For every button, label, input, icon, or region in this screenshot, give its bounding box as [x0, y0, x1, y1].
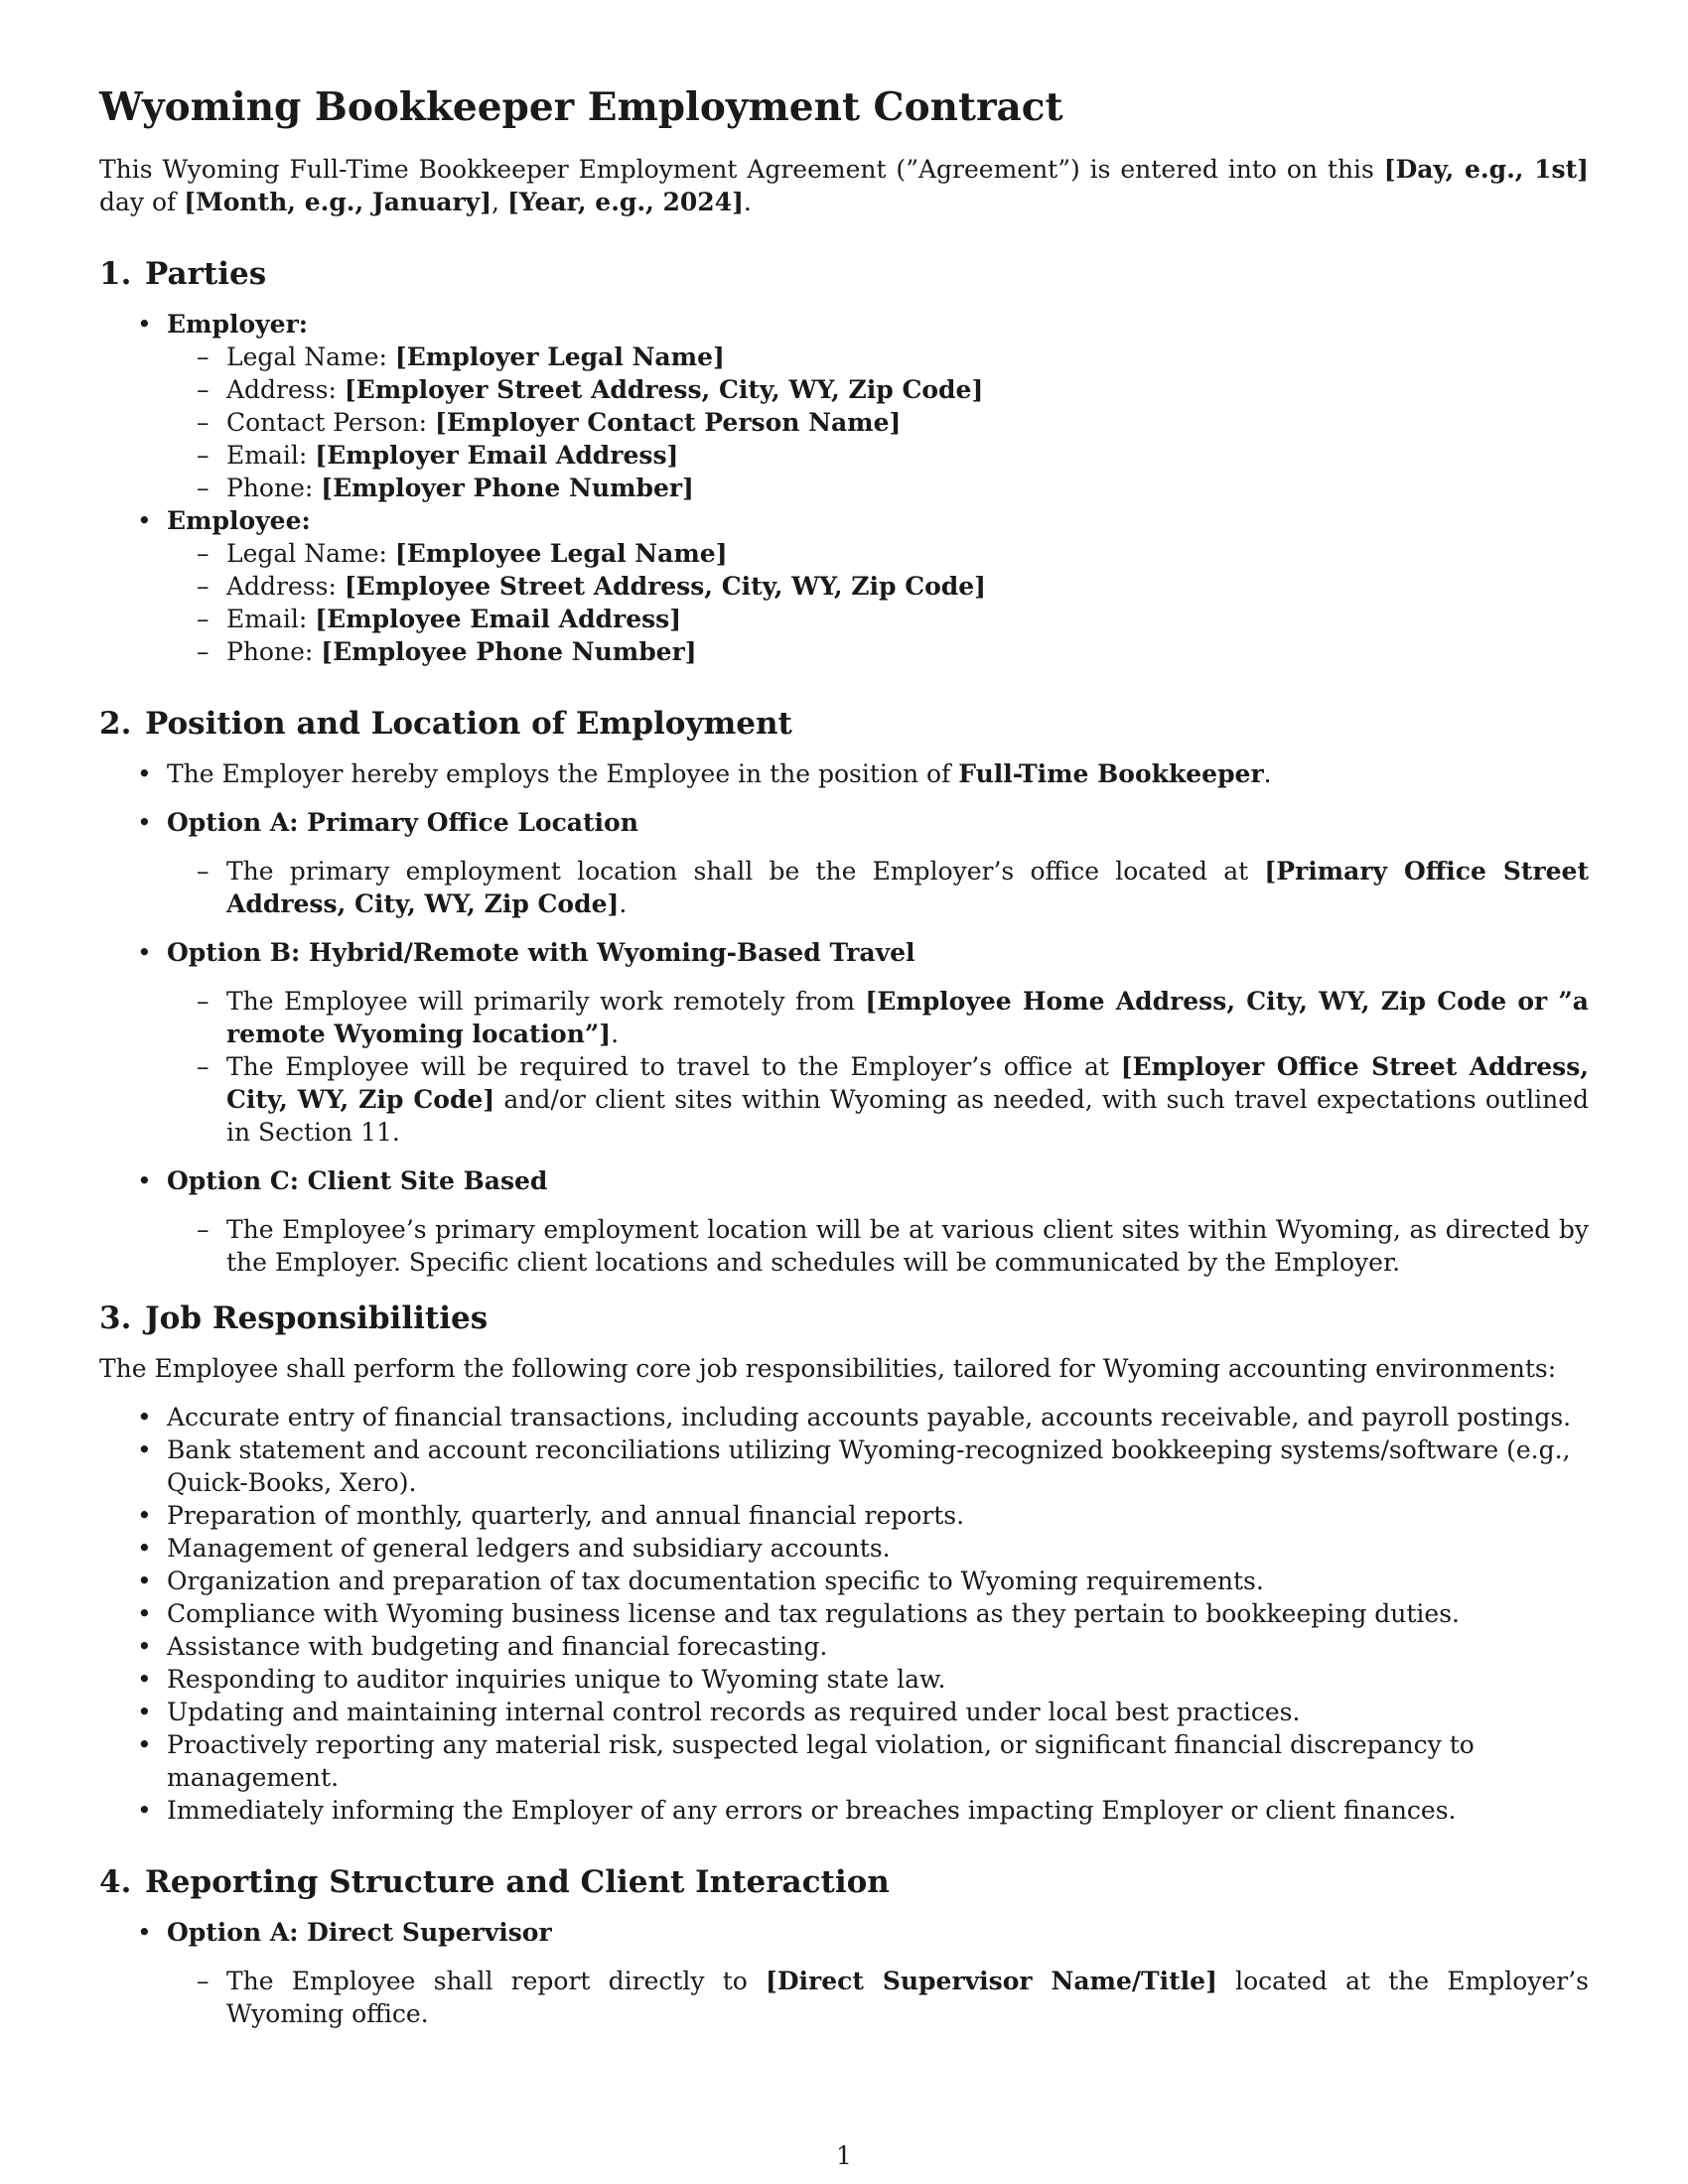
list-item: [167, 855, 1589, 920]
body-text: The Employer hereby employs the Employee in the position of: [167, 759, 959, 788]
section-number: 4.: [99, 1864, 132, 1900]
body-text: The Employee will primarily work remotely from: [226, 987, 866, 1016]
list-item: [99, 806, 1589, 920]
intro-text: .: [743, 188, 752, 216]
parties-list: [99, 308, 1589, 668]
field-placeholder: [Employee Phone Number]: [321, 637, 697, 666]
list-item: [99, 1916, 1589, 2030]
list-item: – The Employee’s primary employment location will be at various client sites within Wyoming, as directed by the Employer. Specific client locations and schedules will be communicated by the Employer.: [167, 1213, 1589, 1279]
section-title: Position and Location of Employment: [145, 706, 792, 742]
list-item: • Responding to auditor inquiries unique to Wyoming state law.: [99, 1663, 1589, 1696]
employee-label: Employee:: [167, 506, 311, 535]
day-placeholder: [Day, e.g., 1st]: [1383, 155, 1590, 184]
option-details: [167, 855, 1589, 920]
responsibilities-list: [99, 1401, 1589, 1827]
reporting-list: [99, 1916, 1589, 2030]
intro-text: day of: [99, 188, 185, 216]
employer-details: [167, 341, 1589, 504]
document-page: [99, 83, 1589, 2046]
list-item: • Organization and preparation of tax documentation specific to Wyoming requirements.: [99, 1565, 1589, 1597]
field-placeholder: [Employee Home Address, City, WY, Zip Code or ”a remote Wyoming location”]: [226, 987, 1589, 1048]
field-label: Email:: [226, 441, 316, 470]
list-item: • Compliance with Wyoming business license and tax regulations as they pertain to bookkeeping duties.: [99, 1597, 1589, 1630]
document-title: Wyoming Bookkeeper Employment Contract: [99, 84, 1063, 130]
field-label: Email:: [226, 605, 316, 633]
field-placeholder: [Employer Street Address, City, WY, Zip Code]: [344, 375, 984, 404]
list-item: [167, 341, 1589, 373]
field-label: Legal Name:: [226, 539, 395, 568]
option-details: [167, 1213, 1589, 1279]
employee-details: [167, 537, 1589, 668]
intro-text: This Wyoming Full-Time Bookkeeper Employment Agreement (”Agreement”) is entered into on this: [99, 155, 1384, 184]
field-placeholder: [Primary Office Street Address, City, WY, Zip Code]: [226, 857, 1589, 918]
intro-text: ,: [492, 188, 507, 216]
list-item: • Management of general ledgers and subsidiary accounts.: [99, 1532, 1589, 1565]
field-label: Phone:: [226, 637, 322, 666]
option-details: [167, 985, 1589, 1149]
list-item: [99, 757, 1589, 790]
list-item: [167, 1050, 1589, 1149]
field-placeholder: [Employer Legal Name]: [394, 342, 725, 371]
month-placeholder: [Month, e.g., January]: [184, 188, 492, 216]
field-placeholder: [Employer Phone Number]: [321, 474, 694, 502]
field-placeholder: [Employer Email Address]: [315, 441, 679, 470]
list-item: [167, 537, 1589, 570]
list-item: [167, 1965, 1589, 2030]
list-item: • Proactively reporting any material risk, suspected legal violation, or significant financial discrepancy to management.: [99, 1728, 1589, 1794]
year-placeholder: [Year, e.g., 2024]: [506, 188, 744, 216]
section-number: 3.: [99, 1300, 132, 1336]
section-heading-responsibilities: [99, 1298, 1589, 1338]
section-heading-reporting: [99, 1862, 1589, 1902]
field-label: Legal Name:: [226, 342, 395, 371]
list-item: • Updating and maintaining internal control records as required under local best practices.: [99, 1696, 1589, 1728]
page-number: 1: [836, 2141, 852, 2170]
body-text: .: [1263, 759, 1272, 788]
list-item: [167, 373, 1589, 406]
field-label: Address:: [226, 572, 345, 601]
section-title: Reporting Structure and Client Interaction: [145, 1864, 890, 1900]
list-item: [167, 635, 1589, 668]
list-item: [167, 406, 1589, 439]
position-list: [99, 757, 1589, 1279]
list-item: [167, 985, 1589, 1050]
employer-label: Employer:: [167, 310, 308, 339]
section-number: 2.: [99, 706, 132, 742]
field-label: Phone:: [226, 474, 322, 502]
list-item: • Preparation of monthly, quarterly, and annual financial reports.: [99, 1499, 1589, 1532]
option-title: • Option B: Hybrid/Remote with Wyoming-Based Travel: [167, 938, 915, 967]
list-item: [167, 570, 1589, 603]
section-heading-parties: [99, 254, 1589, 294]
list-item: [167, 472, 1589, 504]
field-label: Address:: [226, 375, 345, 404]
field-placeholder: [Direct Supervisor Name/Title]: [766, 1967, 1217, 1995]
option-details: [167, 1965, 1589, 2030]
body-text: and/or client sites within Wyoming as needed, with such travel expectations outlined in Section 11.: [226, 1085, 1589, 1147]
list-item: [99, 936, 1589, 1149]
section-title: Job Responsibilities: [145, 1300, 489, 1336]
option-title: • Option C: Client Site Based: [167, 1166, 548, 1195]
body-text: The primary employment location shall be the Employer’s office located at: [226, 857, 1265, 886]
body-text: The Employee will be required to travel to the Employer’s office at: [226, 1052, 1121, 1081]
list-item: [167, 439, 1589, 472]
section-heading-position: [99, 704, 1589, 744]
section-number: 1.: [99, 256, 132, 292]
option-title: • Option A: Primary Office Location: [167, 808, 638, 837]
list-item: • Immediately informing the Employer of any errors or breaches impacting Employer or client finances.: [99, 1794, 1589, 1827]
list-item: • Accurate entry of financial transactions, including accounts payable, accounts receivable, and payroll postings.: [99, 1401, 1589, 1433]
field-placeholder: [Employee Legal Name]: [394, 539, 728, 568]
intro-paragraph: [99, 153, 1589, 218]
responsibilities-intro: The Employee shall perform the following core job responsibilities, tailored for Wyoming accounting environments:: [99, 1354, 1557, 1383]
position-title: Full-Time Bookkeeper: [958, 759, 1264, 788]
field-placeholder: [Employer Office Street Address, City, WY, Zip Code]: [226, 1052, 1590, 1114]
body-text: The Employee shall report directly to: [226, 1967, 767, 1995]
list-item: [167, 603, 1589, 635]
list-item: • Assistance with budgeting and financial forecasting.: [99, 1630, 1589, 1663]
list-item: [99, 308, 1589, 504]
section-title: Parties: [145, 256, 267, 292]
field-placeholder: [Employee Email Address]: [315, 605, 682, 633]
field-placeholder: [Employer Contact Person Name]: [435, 408, 902, 437]
body-text: .: [619, 889, 628, 918]
body-text: .: [611, 1020, 620, 1048]
option-title: • Option A: Direct Supervisor: [167, 1918, 552, 1947]
list-item: [99, 1164, 1589, 1279]
list-item: [99, 504, 1589, 668]
body-text: located at the Employer’s Wyoming office.: [226, 1967, 1589, 2028]
list-item: • Bank statement and account reconciliations utilizing Wyoming-recognized bookkeeping systems/software (e.g., Quick-Books, Xero).: [99, 1433, 1589, 1499]
field-placeholder: [Employee Street Address, City, WY, Zip Code]: [344, 572, 987, 601]
field-label: Contact Person:: [226, 408, 436, 437]
